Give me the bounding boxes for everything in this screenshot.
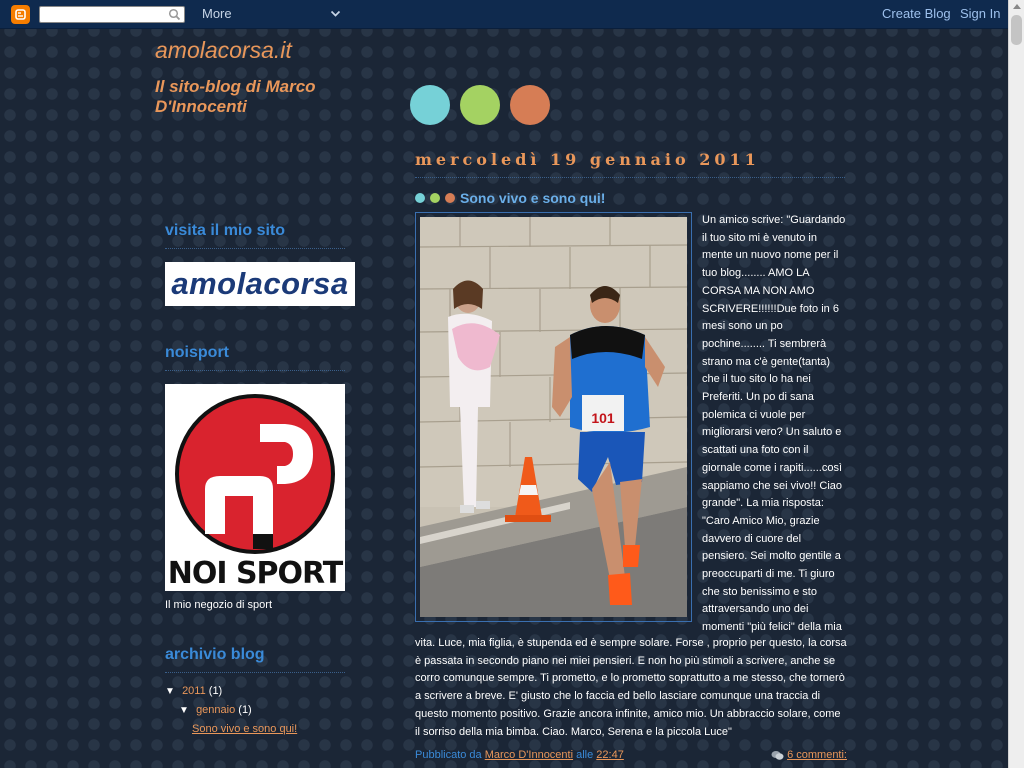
at-label: alle xyxy=(576,749,594,761)
sidebar-heading-site: visita il mio sito xyxy=(165,222,345,249)
create-blog-link[interactable]: Create Blog xyxy=(882,6,951,21)
post-footer xyxy=(415,749,847,761)
comments-link[interactable]: 6 commenti: xyxy=(787,749,847,761)
decorative-dot-cyan xyxy=(410,85,450,125)
search-icon[interactable] xyxy=(168,8,181,21)
post-title-link[interactable]: Sono vivo e sono qui! xyxy=(460,190,606,206)
published-by-label: Pubblicato da xyxy=(415,749,482,761)
noisport-logo-image[interactable] xyxy=(165,384,345,591)
noisport-caption: Il mio negozio di sport xyxy=(165,599,272,611)
archive-year-link[interactable]: 2011 xyxy=(182,685,206,697)
post-body-right-column: Un amico scrive: "Guardando il tuo sito mi è venuto in mente un nuovo nome per il tuo blog........ AMO LA CORSA MA NON AMO SCRIVERE!!!!!!Due foto in 6 mesi sono un po pochine........ Ti sembrerà strano ma c'è gente(tanta) che il tuo sito lo ha nei Preferiti. Un po di sana polemica ci vuole per migliorarsi vero? Un saluto e scattati una foto con il giornale come i rapiti......così sappiamo che sei vivo!! Ciao grande". La mia risposta: "Caro Amico Mio, grazie davvero di cuore del pensiero. Sei molto gentile a preoccuparti di me. Ti giuro che sto benissimo e sto attraversando uno dei momenti "più felici" della mia xyxy=(702,214,846,634)
amolacorsa-banner-image[interactable] xyxy=(165,262,355,306)
triangle-down-icon[interactable]: ▼ xyxy=(179,705,189,716)
noisport-logo-text: NOI SPORT xyxy=(167,556,343,591)
post-photo-frame[interactable] xyxy=(415,212,692,622)
mini-dot-cyan-icon xyxy=(415,193,425,203)
blog-title[interactable]: amolacorsa.it xyxy=(155,37,292,63)
scroll-up-arrow-icon[interactable] xyxy=(1009,0,1024,14)
decorative-dot-orange xyxy=(510,85,550,125)
bib-number: 101 xyxy=(591,410,615,426)
sidebar xyxy=(165,222,355,735)
archive-month-row xyxy=(165,704,355,716)
mini-dot-orange-icon xyxy=(445,193,455,203)
sidebar-heading-archive: archivio blog xyxy=(165,646,345,673)
post-body-continuation: vita. Luce, mia figlia, è stupenda ed è sempre solare. Forse , proprio per questo, la corsa è passata in secondo piano nei miei pensieri. E non ho più stimoli a scrivere, anche se corro comunque sempre. Ti prometto, e lo prometto soprattutto a me stesso, che tornerò a scrivere a breve. E' giusto che lo faccia ed bello lasciare comunque una traccia di questo momento positivo. Grazie ancora infinite, amico mio. Un abbraccio solare, come il sorriso della mia bimba. Ciao. Marco, Serena e la piccola Luce" xyxy=(415,637,847,738)
runner-photo-illustration xyxy=(420,217,687,617)
archive-year-row xyxy=(165,685,355,697)
more-menu-label[interactable]: More xyxy=(202,6,232,21)
sign-in-link[interactable]: Sign In xyxy=(960,6,1001,21)
archive-year-count: (1) xyxy=(208,685,223,697)
chevron-down-icon[interactable] xyxy=(330,9,341,18)
post-time-link[interactable]: 22:47 xyxy=(596,749,624,761)
scrollbar-thumb[interactable] xyxy=(1011,15,1022,45)
comment-bubble-icon xyxy=(771,750,784,761)
blogger-navbar xyxy=(0,0,1008,29)
amolacorsa-banner-text: amolacorsa xyxy=(171,266,349,301)
post-date-header: mercoledì 19 gennaio 2011 xyxy=(415,150,845,178)
mini-dot-green-icon xyxy=(430,193,440,203)
runner-photo[interactable] xyxy=(420,217,687,617)
archive-month-link[interactable]: gennaio xyxy=(196,704,236,716)
blog-description: Il sito-blog di Marco D'Innocenti xyxy=(155,77,316,116)
vertical-scrollbar[interactable] xyxy=(1008,0,1024,768)
archive-month-count: (1) xyxy=(238,704,252,716)
navbar-search-input[interactable] xyxy=(39,6,185,23)
blogger-logo-icon[interactable] xyxy=(11,5,30,24)
archive-post-row xyxy=(165,723,355,735)
archive-post-link[interactable]: Sono vivo e sono qui! xyxy=(192,723,298,735)
sidebar-heading-noisport: noisport xyxy=(165,344,345,371)
post-title-row xyxy=(415,190,605,206)
decorative-dot-green xyxy=(460,85,500,125)
triangle-down-icon[interactable]: ▼ xyxy=(165,686,175,697)
comments-area xyxy=(771,749,847,761)
author-link[interactable]: Marco D'Innocenti xyxy=(484,749,574,761)
